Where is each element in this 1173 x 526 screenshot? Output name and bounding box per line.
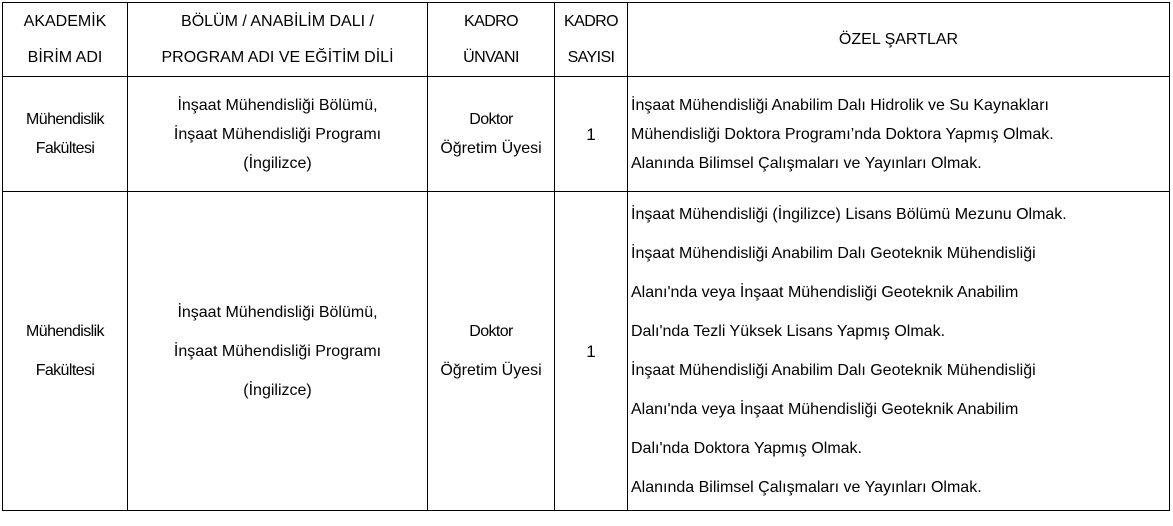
header-unit-name-line: AKADEMİK — [23, 12, 107, 30]
header-position-count-line: KADRO — [564, 12, 618, 30]
header-special-conditions: ÖZEL ŞARTLAR — [628, 3, 1170, 77]
header-position-title-line: KADRO — [464, 12, 518, 30]
condition-line: Alanı'nda veya İnşaat Mühendisliği Geoteknik Anabilim — [631, 284, 1019, 301]
staff-position-table-wrapper — [2, 2, 1170, 511]
condition-line: Dalı'nda Tezli Yüksek Lisans Yapmış Olmak. — [631, 323, 946, 340]
program-line: İnşaat Mühendisliği Bölümü, — [177, 96, 378, 114]
program-line: (İngilizce) — [243, 154, 312, 172]
condition-line: Alanında Bilimsel Çalışmaları ve Yayınları Olmak. — [631, 479, 982, 496]
program-line: İnşaat Mühendisliği Programı — [173, 342, 382, 360]
position-title-line: Doktor — [469, 111, 513, 128]
condition-line: Dalı'nda Doktora Yapmış Olmak. — [631, 440, 862, 457]
unit-name-line: Fakültesi — [35, 362, 95, 379]
header-position-count-line: SAYISI — [567, 48, 615, 66]
position-title-cell — [428, 192, 555, 511]
program-line: (İngilizce) — [243, 381, 312, 399]
position-title-cell — [428, 77, 555, 192]
header-department-line: BÖLÜM / ANABİLİM DALI / — [181, 12, 374, 30]
condition-line: Alanında Bilimsel Çalışmaları ve Yayınları Olmak. — [631, 154, 982, 172]
header-unit-name — [3, 3, 128, 77]
condition-line: İnşaat Mühendisliği Anabilim Dalı Hidrolik ve Su Kaynakları — [631, 96, 1049, 114]
unit-name-cell — [3, 77, 128, 192]
header-department — [128, 3, 428, 77]
conditions-cell — [628, 77, 1170, 192]
condition-line: İnşaat Mühendisliği Anabilim Dalı Geoteknik Mühendisliği — [631, 245, 1036, 262]
unit-name-cell — [3, 192, 128, 511]
position-title-line: Doktor — [469, 323, 513, 340]
header-position-count — [555, 3, 628, 77]
condition-line: Alanı'nda veya İnşaat Mühendisliği Geoteknik Anabilim — [631, 401, 1019, 418]
condition-line: Mühendisliği Doktora Programı’nda Doktora Yapmış Olmak. — [631, 125, 1054, 143]
position-title-line: Öğretim Üyesi — [440, 362, 542, 379]
table-row — [3, 77, 1170, 192]
header-department-line: PROGRAM ADI VE EĞİTİM DİLİ — [161, 48, 394, 66]
unit-name-line: Fakültesi — [35, 140, 95, 157]
program-cell — [128, 192, 428, 511]
program-line: İnşaat Mühendisliği Bölümü, — [177, 303, 378, 321]
unit-name-line: Mühendislik — [26, 111, 104, 128]
table-row — [3, 192, 1170, 511]
condition-line: İnşaat Mühendisliği (İngilizce) Lisans Bölümü Mezunu Olmak. — [631, 206, 1067, 223]
position-count-cell: 1 — [555, 192, 628, 511]
table-header-row — [3, 3, 1170, 77]
condition-line: İnşaat Mühendisliği Anabilim Dalı Geoteknik Mühendisliği — [631, 362, 1036, 379]
program-line: İnşaat Mühendisliği Programı — [173, 125, 382, 143]
program-cell — [128, 77, 428, 192]
staff-position-table — [2, 2, 1170, 511]
unit-name-line: Mühendislik — [26, 323, 104, 340]
header-unit-name-line: BİRİM ADI — [27, 48, 103, 66]
position-count-cell: 1 — [555, 77, 628, 192]
position-title-line: Öğretim Üyesi — [440, 140, 542, 157]
header-position-title — [428, 3, 555, 77]
conditions-cell — [628, 192, 1170, 511]
header-position-title-line: ÜNVANI — [463, 48, 519, 66]
